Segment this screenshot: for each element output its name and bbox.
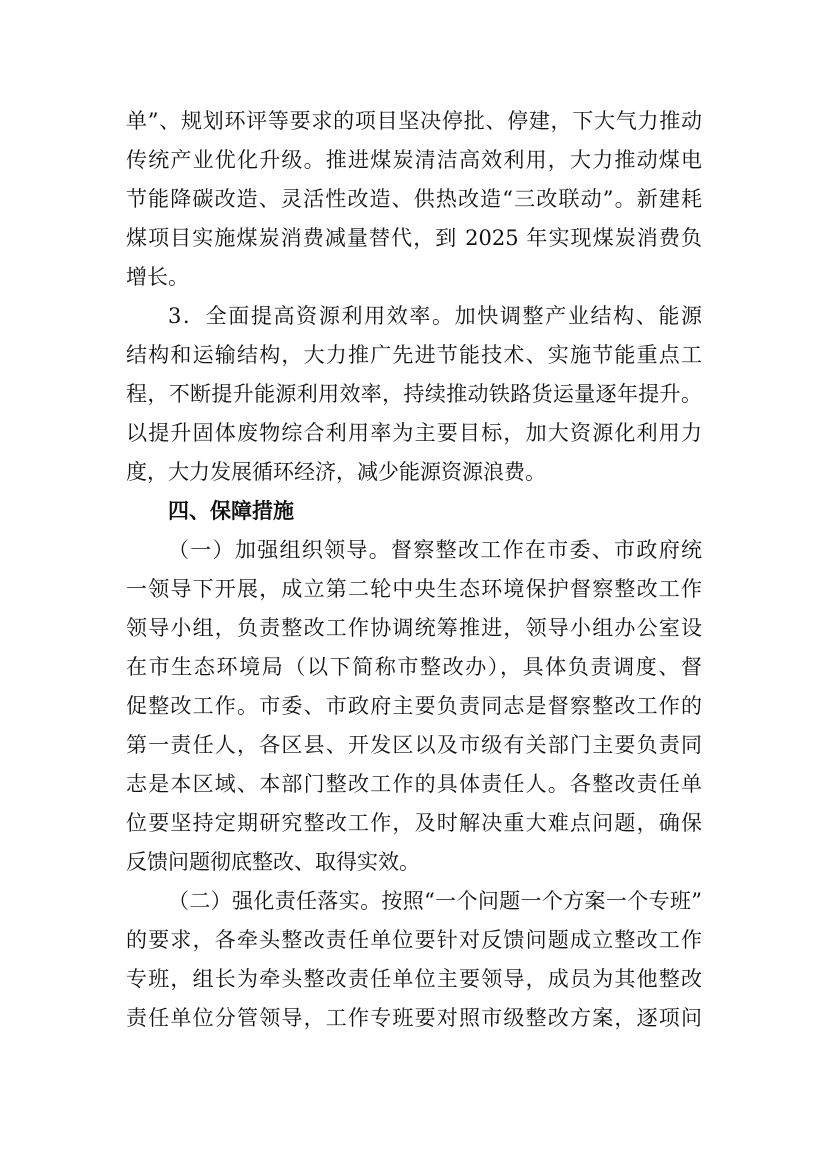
text-line: 传统产业优化升级。推进煤炭清洁高效利用，大力推动煤电 — [126, 148, 702, 172]
text-line: 领导小组，负责整改工作协调统筹推进，领导小组办公室设 — [126, 616, 702, 640]
text-line: 程，不断提升能源利用效率，持续推动铁路货运量逐年提升。 — [126, 382, 702, 406]
text-line: 促整改工作。市委、市政府主要负责同志是督察整改工作的 — [126, 694, 702, 718]
text-line: （一）加强组织领导。督察整改工作在市委、市政府统 — [168, 538, 702, 562]
text-line: 单”、规划环评等要求的项目坚决停批、停建，下大气力推动 — [126, 109, 702, 133]
text-line: 度，大力发展循环经济，减少能源资源浪费。 — [126, 460, 546, 484]
text-line: 位要坚持定期研究整改工作，及时解决重大难点问题，确保 — [126, 811, 702, 835]
text-line: 节能降碳改造、灵活性改造、供热改造“三改联动”。新建耗 — [126, 187, 702, 211]
text-line: （二）强化责任落实。按照“一个问题一个方案一个专班” — [168, 889, 702, 913]
text-line: 在市生态环境局（以下简称市整改办），具体负责调度、督 — [126, 655, 702, 679]
text-line: 的要求，各牵头整改责任单位要针对反馈问题成立整改工作 — [126, 928, 702, 952]
text-line: 志是本区域、本部门整改工作的具体责任人。各整改责任单 — [126, 772, 702, 796]
text-line: 增长。 — [126, 265, 189, 289]
text-line: 责任单位分管领导，工作专班要对照市级整改方案，逐项问 — [126, 1006, 702, 1030]
text-line: 结构和运输结构，大力推广先进节能技术、实施节能重点工 — [126, 343, 702, 367]
section-heading: 四、保障措施 — [168, 499, 294, 523]
text-line: 第一责任人，各区县、开发区以及市级有关部门主要负责同 — [126, 733, 702, 757]
text-line: 煤项目实施煤炭消费减量替代，到 2025 年实现煤炭消费负 — [126, 226, 702, 250]
text-line: 反馈问题彻底整改、取得实效。 — [126, 850, 420, 874]
text-line: 3．全面提高资源利用效率。加快调整产业结构、能源 — [168, 304, 702, 328]
text-line: 以提升固体废物综合利用率为主要目标，加大资源化利用力 — [126, 421, 702, 445]
text-line: 专班，组长为牵头整改责任单位主要领导，成员为其他整改 — [126, 967, 702, 991]
text-line: 一领导下开展，成立第二轮中央生态环境保护督察整改工作 — [126, 577, 702, 601]
